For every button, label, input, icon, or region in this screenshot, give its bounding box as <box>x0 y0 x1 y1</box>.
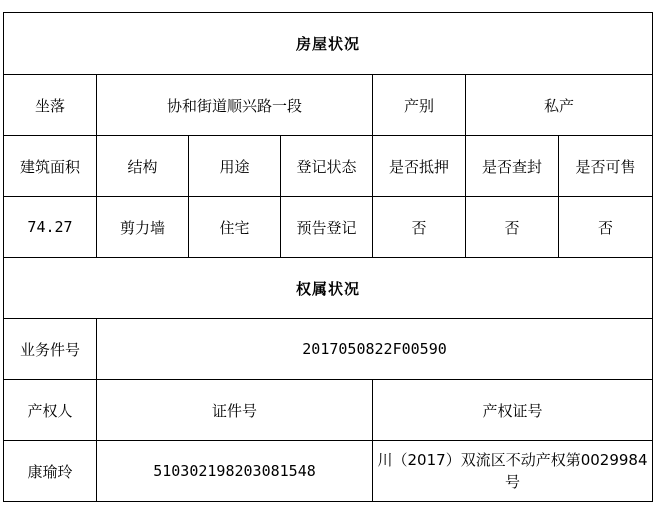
location-row <box>4 75 653 136</box>
house-value-row <box>4 197 653 258</box>
ownership-title-row <box>4 258 653 319</box>
business-number-label: 业务件号 <box>4 319 97 380</box>
ownership-header-row <box>4 380 653 441</box>
value-structure: 剪力墙 <box>97 197 189 258</box>
owner-label: 产权人 <box>4 380 97 441</box>
value-registration-status: 预告登记 <box>281 197 373 258</box>
value-usage: 住宅 <box>189 197 281 258</box>
value-mortgaged: 否 <box>373 197 466 258</box>
owner-value: 康瑜玲 <box>4 441 97 502</box>
ownership-value-row <box>4 441 653 502</box>
business-number-value: 2017050822F00590 <box>97 319 653 380</box>
id-number-value: 510302198203081548 <box>97 441 373 502</box>
header-registration-status: 登记状态 <box>281 136 373 197</box>
house-title-row <box>4 13 653 75</box>
header-area: 建筑面积 <box>4 136 97 197</box>
value-sellable: 否 <box>559 197 653 258</box>
value-area: 74.27 <box>4 197 97 258</box>
header-usage: 用途 <box>189 136 281 197</box>
location-label: 坐落 <box>4 75 97 136</box>
header-structure: 结构 <box>97 136 189 197</box>
property-type-value: 私产 <box>466 75 653 136</box>
id-number-label: 证件号 <box>97 380 373 441</box>
business-number-row <box>4 319 653 380</box>
header-sealed: 是否查封 <box>466 136 559 197</box>
header-sellable: 是否可售 <box>559 136 653 197</box>
ownership-section-title: 权属状况 <box>4 258 653 319</box>
property-type-label: 产别 <box>373 75 466 136</box>
certificate-number-label: 产权证号 <box>373 380 653 441</box>
value-sealed: 否 <box>466 197 559 258</box>
property-record-table <box>3 12 653 502</box>
location-value: 协和街道顺兴路一段 <box>97 75 373 136</box>
header-mortgaged: 是否抵押 <box>373 136 466 197</box>
house-header-row <box>4 136 653 197</box>
certificate-number-value: 川（2017）双流区不动产权第0029984号 <box>373 441 653 502</box>
property-record-sheet <box>3 12 652 503</box>
house-section-title: 房屋状况 <box>4 13 653 75</box>
